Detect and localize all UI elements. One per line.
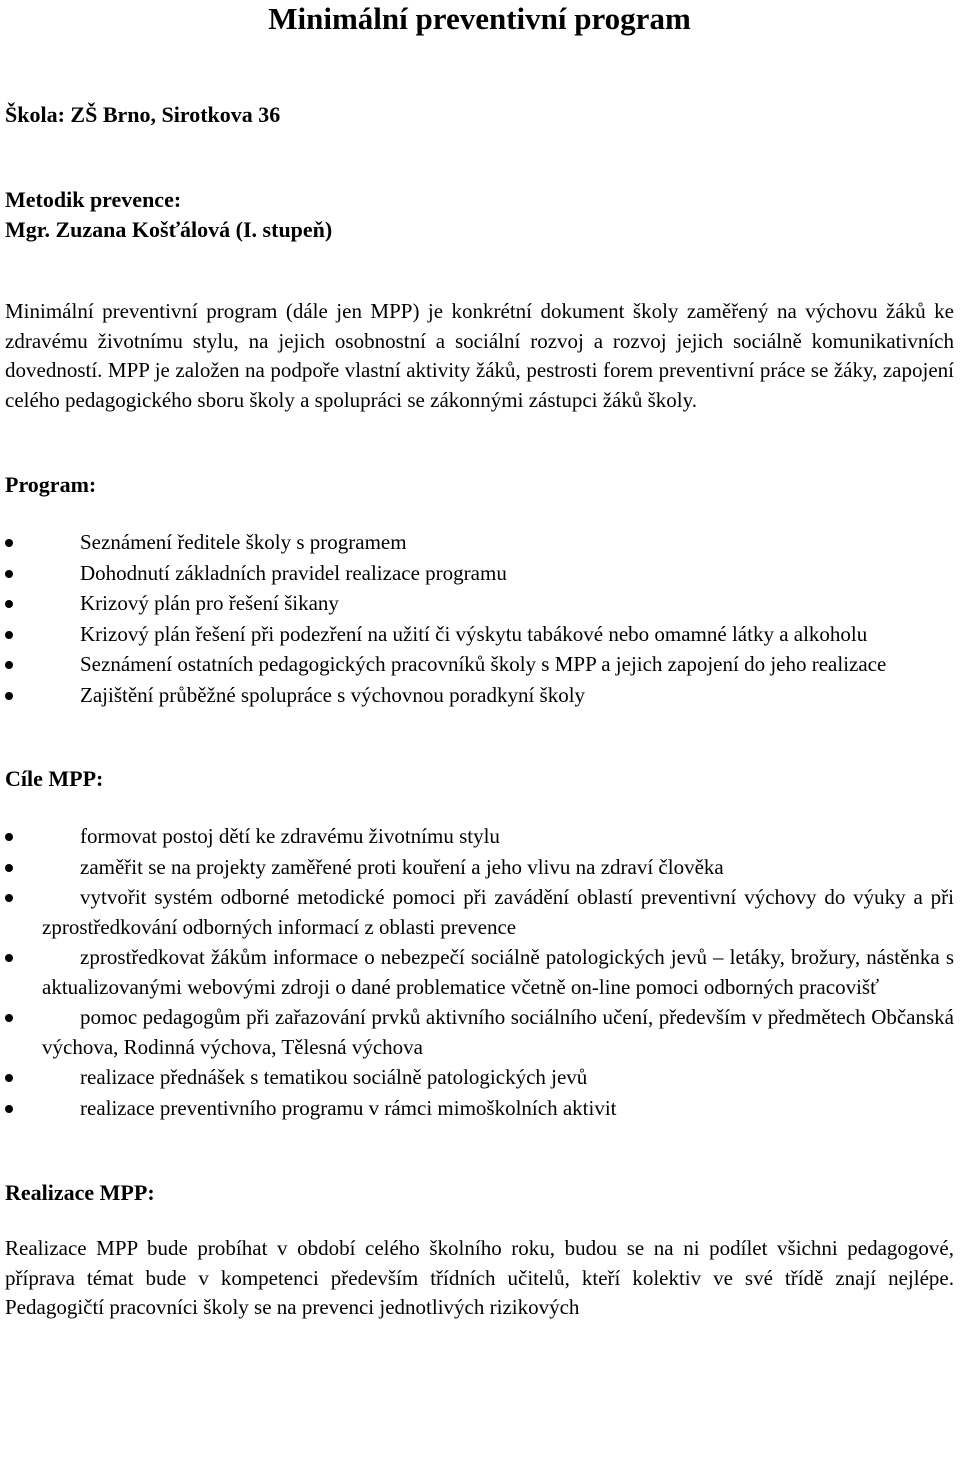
- bullet-icon: [5, 631, 13, 639]
- goals-heading: Cíle MPP:: [5, 766, 104, 791]
- list-item: zprostředkovat žákům informace o nebezpečí sociálně patologických jevů – letáky, brožury, nástěnka s aktualizovanými webovými zdroji o dané problematice včetně on-line pomoci odborných pracovišť: [5, 943, 954, 1002]
- realization-heading: Realizace MPP:: [5, 1180, 155, 1205]
- bullet-icon: [5, 954, 13, 962]
- methodist-label: Metodik prevence:: [5, 187, 182, 212]
- list-item: Seznámení ředitele školy s programem: [5, 528, 954, 558]
- list-item: zaměřit se na projekty zaměřené proti kouření a jeho vlivu na zdraví člověka: [5, 853, 954, 883]
- bullet-icon: [5, 833, 13, 841]
- bullet-icon: [5, 600, 13, 608]
- methodist-name: Mgr. Zuzana Košťálová (I. stupeň): [5, 217, 333, 242]
- document-title: Minimální preventivní program: [268, 1, 691, 36]
- bullet-icon: [5, 894, 13, 902]
- list-item: formovat postoj dětí ke zdravému životnímu stylu: [5, 822, 954, 852]
- intro-paragraph: Minimální preventivní program (dále jen MPP) je konkrétní dokument školy zaměřený na výchovu žáků ke zdravému životnímu stylu, na jejich osobnostní a sociální rozvoj a rozvoj jejich sociálně komunikativních dovedností. MPP je založen na podpoře vlastní aktivity žáků, pestrosti forem preventivní práce se žáky, zapojení celého pedagogického sboru školy a spolupráci se zákonnými zástupci žáků školy.: [5, 299, 954, 412]
- bullet-icon: [5, 539, 13, 547]
- bullet-icon: [5, 1074, 13, 1082]
- list-item: Zajištění průběžné spolupráce s výchovnou poradkyní školy: [5, 681, 954, 711]
- realization-paragraph: Realizace MPP bude probíhat v období celého školního roku, budou se na ni podílet všichni pedagogové, příprava témat bude v kompetenci především třídních učitelů, kteří kolektiv ve své třídě znají nejlépe. Pedagogičtí pracovníci školy se na prevenci jednotlivých rizikových: [5, 1236, 954, 1319]
- list-item: Seznámení ostatních pedagogických pracovníků školy s MPP a jejich zapojení do jeho realizace: [5, 650, 954, 680]
- bullet-icon: [5, 1105, 13, 1113]
- list-item: Dohodnutí základních pravidel realizace programu: [5, 559, 954, 589]
- list-item: Krizový plán řešení při podezření na užití či výskytu tabákové nebo omamné látky a alkoholu: [5, 620, 954, 650]
- bullet-icon: [5, 661, 13, 669]
- bullet-icon: [5, 570, 13, 578]
- school-line: Škola: ZŠ Brno, Sirotkova 36: [5, 102, 281, 127]
- bullet-icon: [5, 864, 13, 872]
- bullet-icon: [5, 692, 13, 700]
- list-item: pomoc pedagogům při zařazování prvků aktivního sociálního učení, především v předmětech Občanská výchova, Rodinná výchova, Tělesná výchova: [5, 1003, 954, 1062]
- list-item: realizace preventivního programu v rámci mimoškolních aktivit: [5, 1094, 954, 1124]
- list-item: realizace přednášek s tematikou sociálně patologických jevů: [5, 1063, 954, 1093]
- program-heading: Program:: [5, 472, 97, 497]
- list-item: Krizový plán pro řešení šikany: [5, 589, 954, 619]
- bullet-icon: [5, 1014, 13, 1022]
- goals-list: [5, 822, 954, 1123]
- program-list: [5, 528, 954, 710]
- list-item: vytvořit systém odborné metodické pomoci při zavádění oblastí preventivní výchovy do výuky a při zprostředkování odborných informací z oblasti prevence: [5, 883, 954, 942]
